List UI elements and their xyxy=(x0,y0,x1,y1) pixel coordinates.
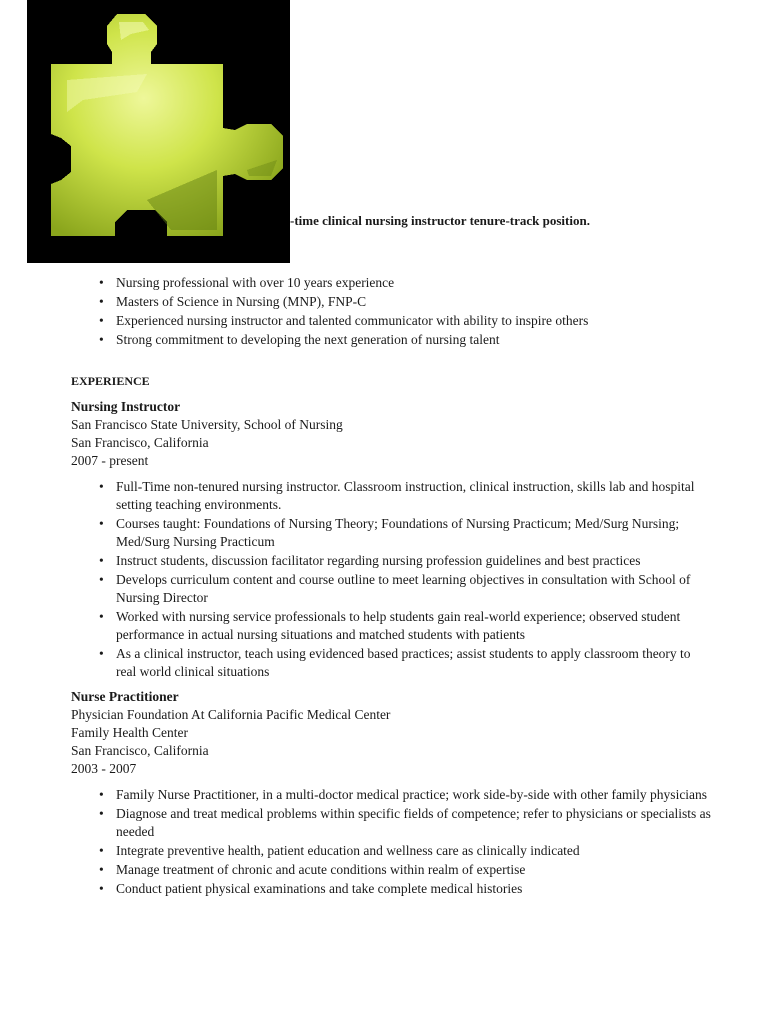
puzzle-piece-icon xyxy=(27,0,290,263)
job-location: San Francisco, California xyxy=(71,435,209,450)
list-item: • Develops curriculum content and course outline to meet learning objectives in consultation with School of Nursing Director xyxy=(116,571,711,607)
list-item: • Integrate preventive health, patient education and wellness care as clinically indicated xyxy=(116,842,711,860)
summary-list xyxy=(71,274,711,349)
job-dates: 2003 - 2007 xyxy=(71,761,137,776)
list-item: • Experienced nursing instructor and talented communicator with ability to inspire others xyxy=(116,312,711,330)
list-item: • Family Nurse Practitioner, in a multi-doctor medical practice; work side-by-side with other family physicians xyxy=(116,786,711,804)
job-employer: Physician Foundation At California Pacific Medical Center xyxy=(71,707,391,722)
list-item: • Manage treatment of chronic and acute conditions within realm of expertise xyxy=(116,861,711,879)
list-item: • Instruct students, discussion facilitator regarding nursing profession guidelines and best practices xyxy=(116,552,711,570)
list-item: • Full-Time non-tenured nursing instructor. Classroom instruction, clinical instruction, skills lab and hospital setting teaching environments. xyxy=(116,478,711,514)
job-duties-list xyxy=(71,478,711,681)
job-location: San Francisco, California xyxy=(71,743,209,758)
list-item: • Nursing professional with over 10 years experience xyxy=(116,274,711,292)
list-item: • As a clinical instructor, teach using evidenced based practices; assist students to apply classroom theory to real world clinical situations xyxy=(116,645,711,681)
job-employer: San Francisco State University, School of Nursing xyxy=(71,417,343,432)
list-item: • Conduct patient physical examinations and take complete medical histories xyxy=(116,880,711,898)
list-item: • Worked with nursing service professionals to help students gain real-world experience; observed student performance in actual nursing situations and matched students with patients xyxy=(116,608,711,644)
experience-heading: EXPERIENCE xyxy=(71,374,150,388)
list-item: • Strong commitment to developing the next generation of nursing talent xyxy=(116,331,711,349)
list-item: • Masters of Science in Nursing (MNP), FNP-C xyxy=(116,293,711,311)
puzzle-piece-image xyxy=(27,0,290,263)
objective-statement: -time clinical nursing instructor tenure-track position. xyxy=(290,213,590,228)
list-item: • Diagnose and treat medical problems within specific fields of competence; refer to physicians or specialists as needed xyxy=(116,805,711,841)
list-item: • Courses taught: Foundations of Nursing Theory; Foundations of Nursing Practicum; Med/Surg Nursing; Med/Surg Nursing Practicum xyxy=(116,515,711,551)
job-duties-list xyxy=(71,786,711,898)
job-department: Family Health Center xyxy=(71,725,188,740)
job-nursing-instructor xyxy=(71,398,711,470)
job-nurse-practitioner xyxy=(71,688,711,778)
job-dates: 2007 - present xyxy=(71,453,149,468)
job-title: Nurse Practitioner xyxy=(71,689,179,704)
resume-content xyxy=(71,274,711,899)
job-title: Nursing Instructor xyxy=(71,399,181,414)
